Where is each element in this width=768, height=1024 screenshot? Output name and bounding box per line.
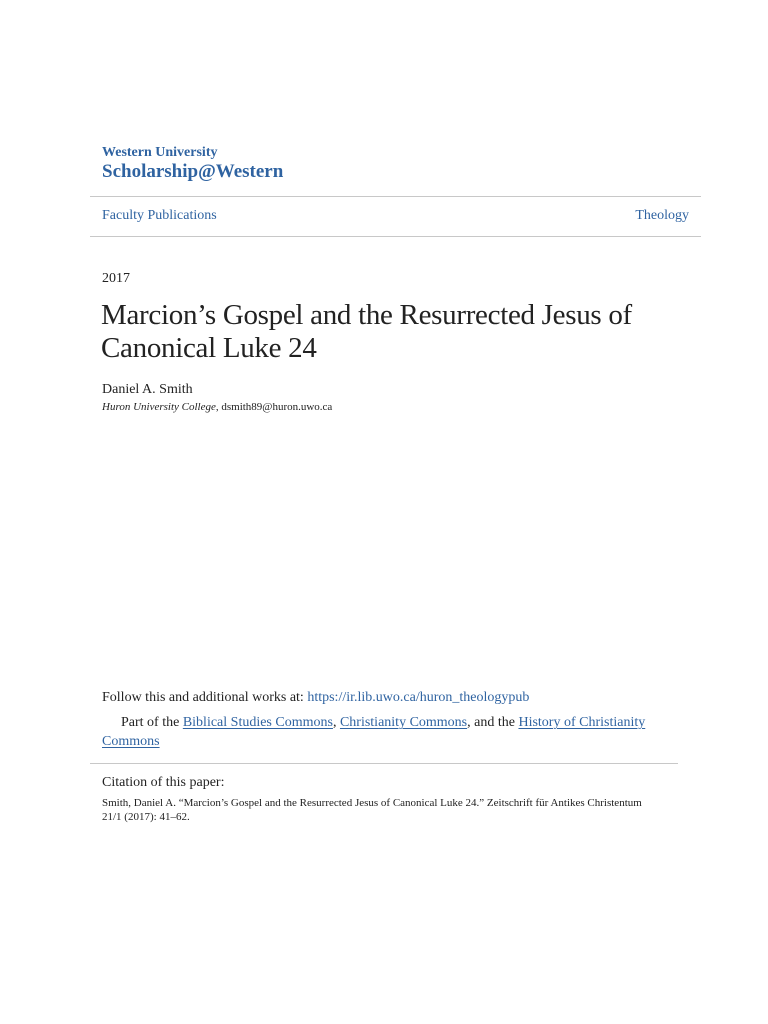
citation-heading: Citation of this paper: [102, 775, 225, 790]
affiliation-separator: , [215, 401, 222, 413]
author-name: Daniel A. Smith [102, 382, 193, 397]
citation-text: Smith, Daniel A. “Marcion’s Gospel and the Resurrected Jesus of Canonical Luke 24.” Zeitschrift für Antikes Christentum 21/1 (2017): 41–62. [102, 797, 642, 823]
commons-separator: , [332, 715, 340, 730]
publication-year: 2017 [102, 271, 130, 286]
department-link[interactable]: Theology [635, 208, 689, 223]
commons-link-biblical-studies[interactable]: Biblical Studies Commons [182, 715, 333, 730]
header-divider-top [90, 196, 701, 197]
part-of-commons [102, 713, 662, 751]
institution-name: Western University [102, 145, 218, 160]
repository-name-link[interactable]: Scholarship@Western [102, 161, 284, 182]
commons-separator-and: , and the [467, 715, 519, 730]
author-affiliation [102, 400, 332, 414]
header-divider-bottom [90, 236, 701, 237]
commons-link-christianity[interactable]: Christianity Commons [339, 715, 468, 730]
affiliation-name: Huron University College [102, 401, 216, 413]
part-of-prefix: Part of the [121, 715, 183, 730]
author-email: dsmith89@huron.uwo.ca [221, 401, 333, 413]
collection-url-link[interactable]: https://ir.lib.uwo.ca/huron_theologypub [307, 690, 530, 705]
follow-label: Follow this and additional works at: [102, 690, 308, 705]
follow-line [102, 689, 529, 707]
collection-link[interactable]: Faculty Publications [102, 208, 217, 223]
commons-link-history-of-christianity[interactable]: History of Christianity Commons [102, 715, 646, 749]
citation-divider [90, 763, 678, 764]
paper-title: Marcion’s Gospel and the Resurrected Jesus of Canonical Luke 24 [101, 299, 632, 364]
